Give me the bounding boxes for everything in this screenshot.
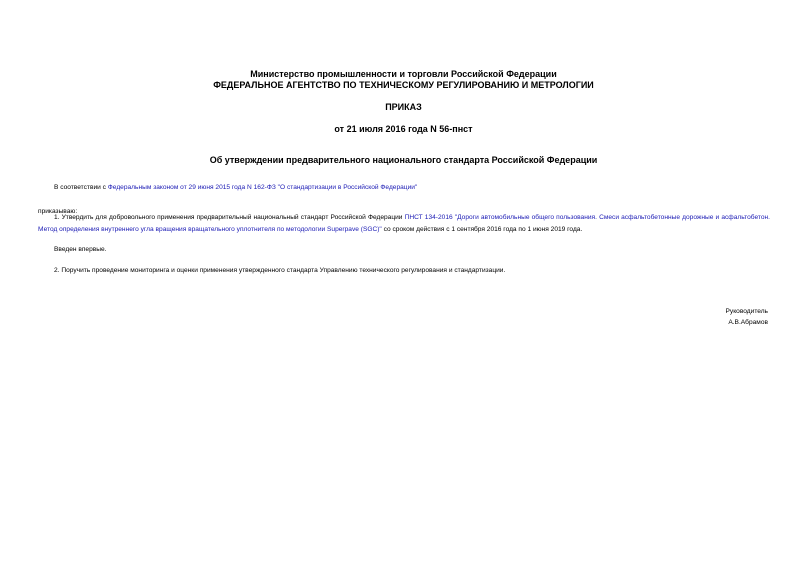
- document-type-heading: ПРИКАЗ: [385, 102, 422, 112]
- signer-position: Руководитель: [725, 308, 768, 315]
- signer-name: А.В.Абрамов: [728, 318, 768, 326]
- item-1-prefix: 1. Утвердить для добровольного применения предварительный национальный стандарт Российской Федерации: [54, 214, 405, 221]
- agency-heading: ФЕДЕРАЛЬНОЕ АГЕНТСТВО ПО ТЕХНИЧЕСКОМУ РЕГУЛИРОВАНИЮ И МЕТРОЛОГИИ: [213, 80, 594, 90]
- ministry-heading: Министерство промышленности и торговли Российской Федерации: [250, 69, 557, 79]
- signature-block: [726, 307, 768, 328]
- item-1-paragraph: [38, 212, 770, 235]
- basis-prefix: В соответствии с: [54, 184, 108, 191]
- order-word: приказываю:: [38, 208, 78, 215]
- standard-link[interactable]: ПНСТ 134-2016 "Дороги автомобильные общего пользования. Смеси асфальтобетонные дорожные и асфальтобетон. Метод определения внутреннего угла вращения вращательного уплотнителя по методологии Superpave (SGC)": [38, 214, 770, 233]
- item-1-suffix: со сроком действия с 1 сентября 2016 года по 1 июня 2019 года.: [381, 225, 583, 233]
- intro-note: Введен впервые.: [54, 246, 107, 253]
- subject-heading: Об утверждении предварительного национального стандарта Российской Федерации: [209, 155, 598, 165]
- date-number-heading: от 21 июля 2016 года N 56-пнст: [334, 124, 473, 134]
- federal-law-link[interactable]: Федеральным законом от 29 июня 2015 года N 162-ФЗ "О стандартизации в Российской Федерации": [107, 184, 418, 191]
- basis-paragraph: [38, 182, 770, 194]
- item-2-paragraph: 2. Поручить проведение мониторинга и оценки применения утвержденного стандарта Управлению технического регулирования и стандартизации.: [54, 267, 506, 274]
